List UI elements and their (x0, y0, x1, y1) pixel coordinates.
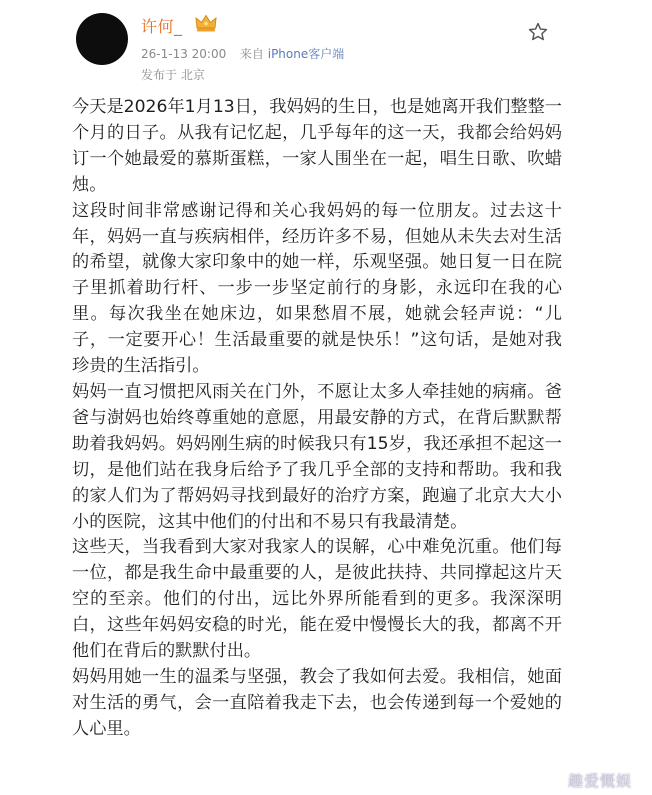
post-location: 发布于 北京 (141, 68, 205, 82)
post-paragraph: 妈妈用她一生的温柔与坚强，教会了我如何去爱。我相信，她面对生活的勇气，会一直陪着我走下去，也会传递到每一个爱她的人心里。 (72, 666, 562, 739)
user-name[interactable]: 许何_ (141, 17, 183, 36)
post-paragraph: 这段时间非常感谢记得和关心我妈妈的每一位朋友。过去这十年，妈妈一直与疾病相伴，经历许多不易，但她从未失去对生活的希望，就像大家印象中的她一样，乐观坚强。她日复一日在院子里抓着助行杆、一步一步坚定前行的身影，永远印在我的心里。每次我坐在她床边，如果愁眉不展，她就会轻声说：“儿子，一定要开心！生活最重要的就是快乐！”这句话，是她对我珍贵的生活指引。 (72, 200, 562, 377)
watermark-text: 趣爱慨娱 (568, 772, 633, 790)
crown-badge-icon (194, 13, 218, 33)
source-device-link[interactable]: iPhone客户端 (267, 47, 345, 61)
post-timestamp: 26-1-13 20:00 (141, 47, 227, 61)
post-header (0, 0, 652, 92)
post-paragraph: 妈妈一直习惯把风雨关在门外，不愿让太多人牵挂她的病痛。爸爸与澍妈也始终尊重她的意愿，用最安静的方式，在背后默默帮助着我妈妈。妈妈刚生病的时候我只有15岁，我还承担不起这一切，是他们站在我身后给予了我几乎全部的支持和帮助。我和我的家人们为了帮妈妈寻找到最好的治疗方案，跑遍了北京大大小小的医院，这其中他们的付出和不易只有我最清楚。 (72, 381, 562, 532)
avatar[interactable] (76, 13, 128, 65)
post-body (72, 95, 562, 743)
post-meta (141, 45, 344, 62)
star-outline-icon[interactable] (527, 21, 549, 43)
post-paragraph: 今天是2026年1月13日，我妈妈的生日，也是她离开我们整整一个月的日子。从我有记忆起，几乎每年的这一天，我都会给妈妈订一个她最爱的慕斯蛋糕，一家人围坐在一起，唱生日歌、吹蜡烛。 (72, 97, 562, 195)
post-paragraph: 这些天，当我看到大家对我家人的误解，心中难免沉重。他们每一位，都是我生命中最重要的人，是彼此扶持、共同撑起这片天空的至亲。他们的付出，远比外界所能看到的更多。我深深明白，这些年妈妈安稳的时光，能在爱中慢慢长大的我，都离不开他们在背后的默默付出。 (72, 537, 562, 662)
source-prefix: 来自 (239, 47, 264, 61)
